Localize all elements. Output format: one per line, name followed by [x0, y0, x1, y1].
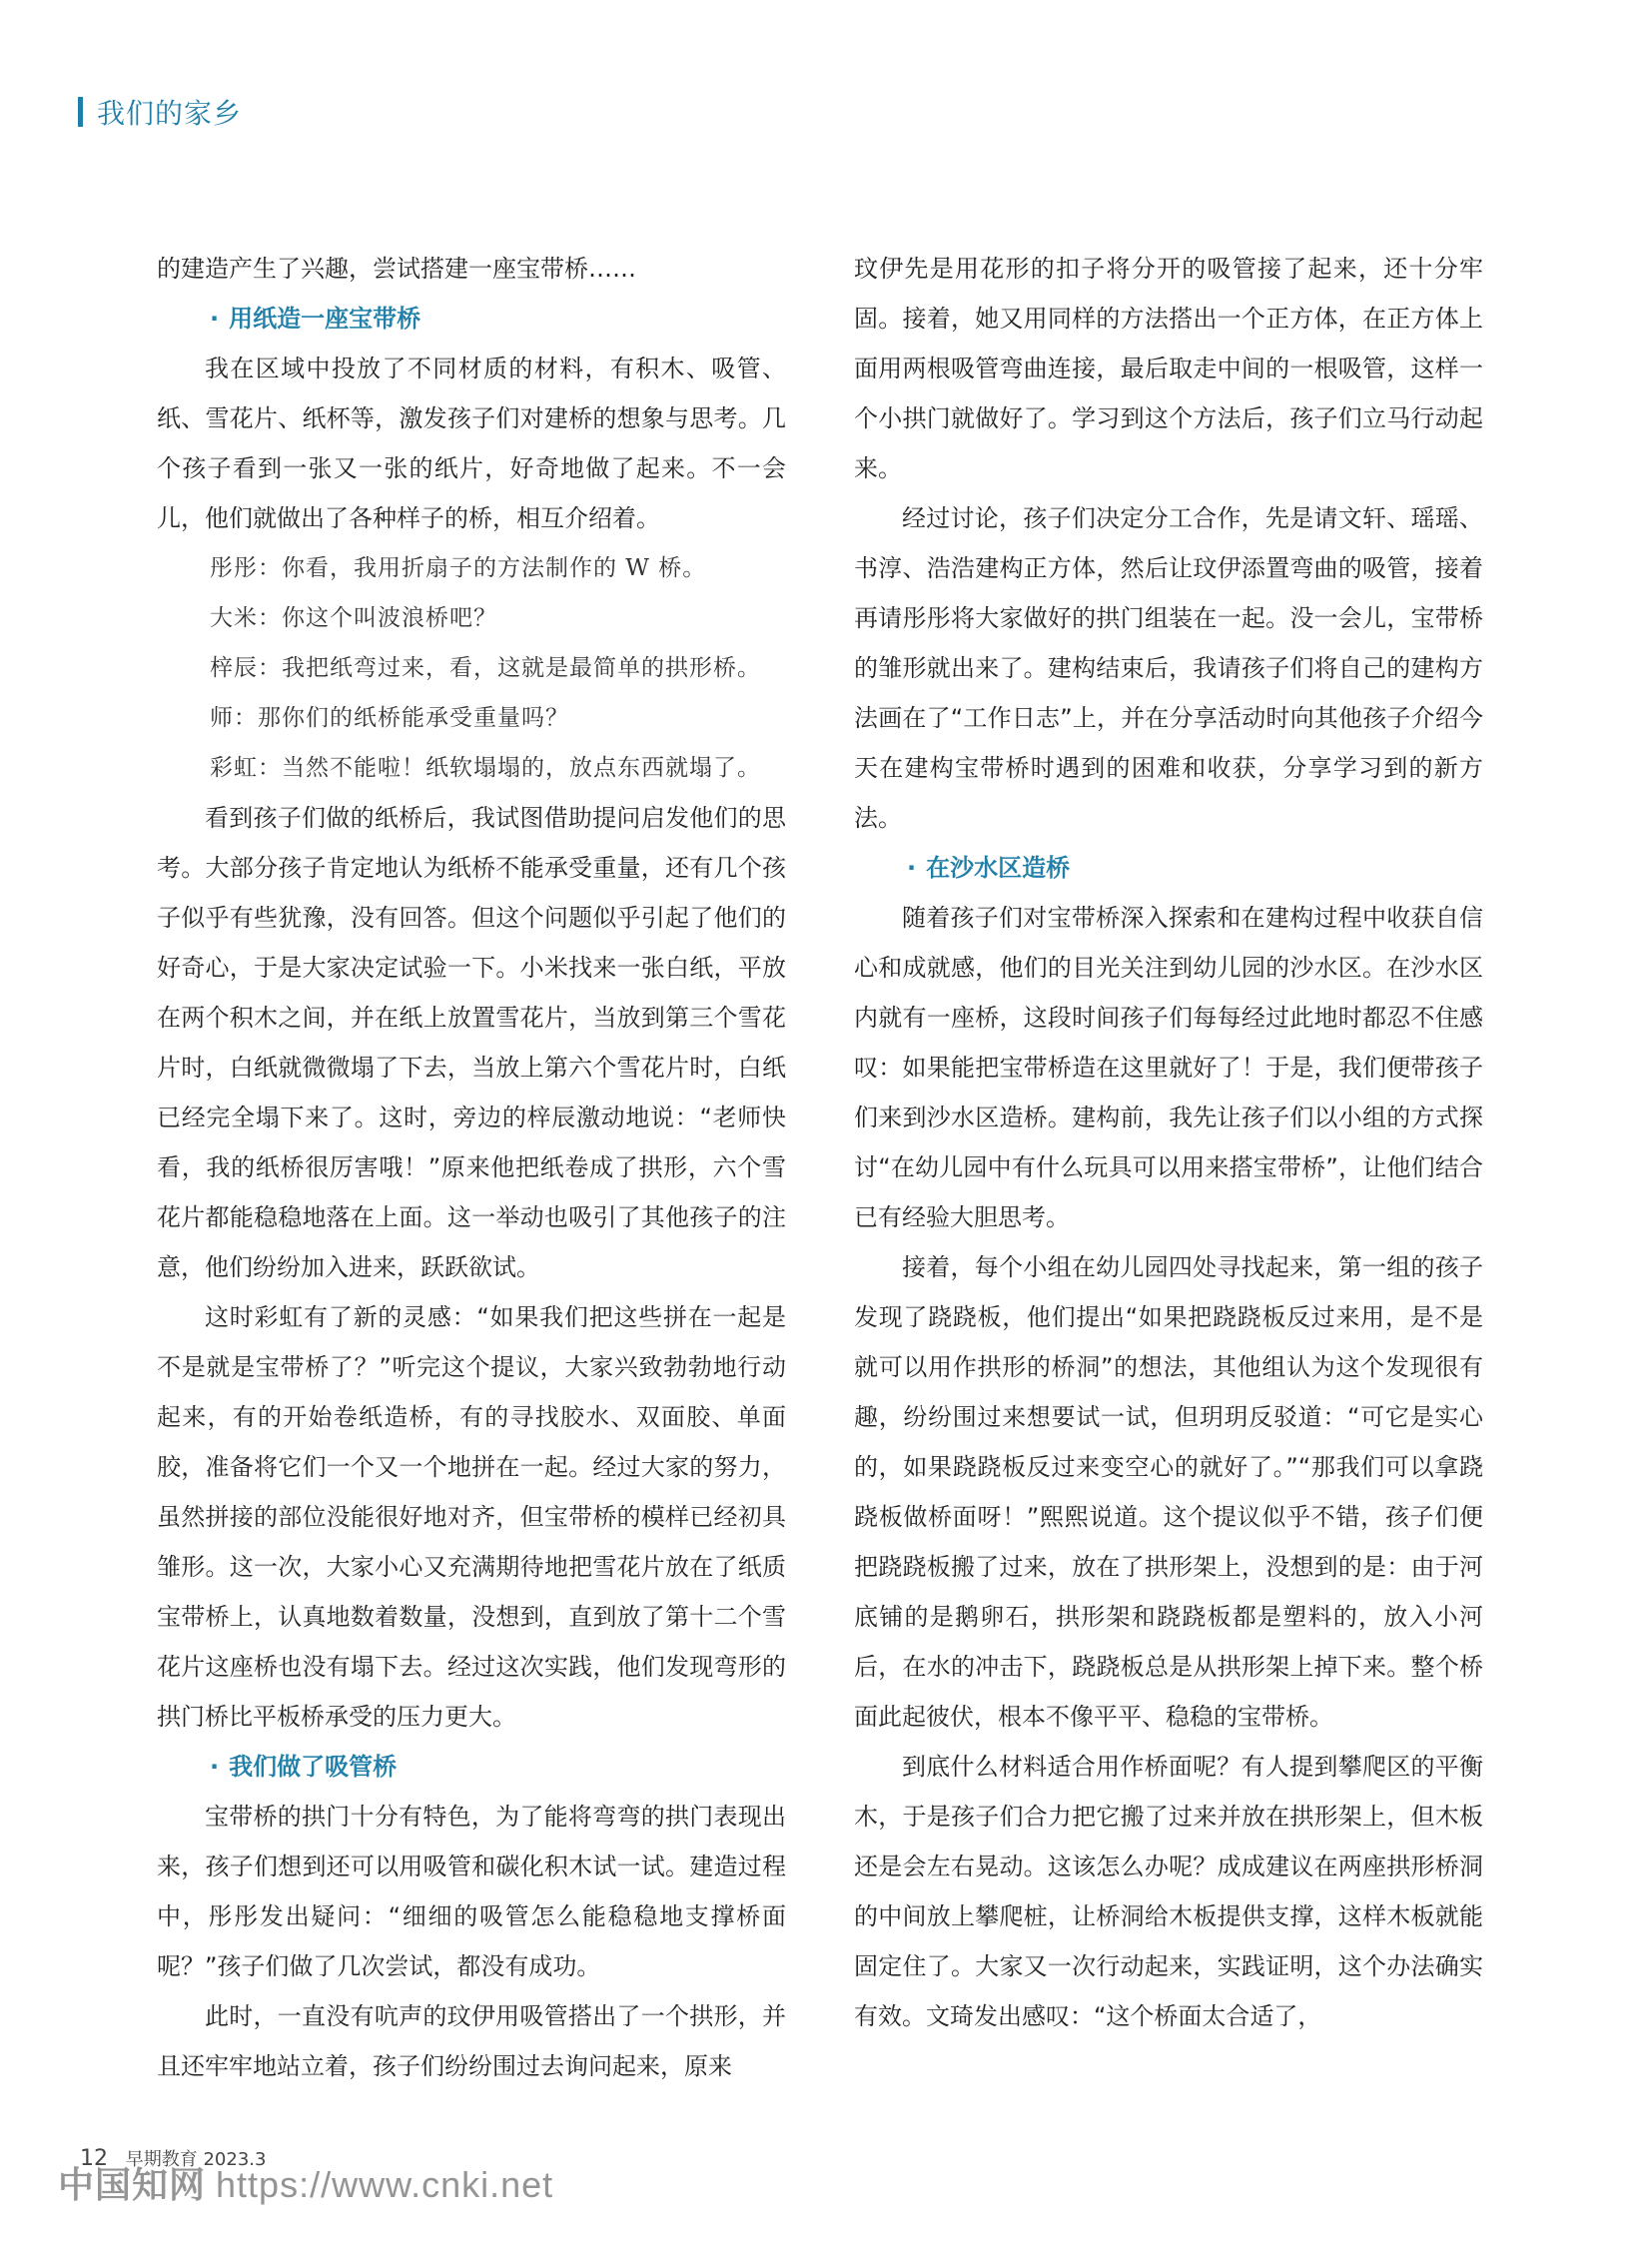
header-bar: [78, 97, 83, 127]
paragraph: 随着孩子们对宝带桥深入探索和在建构过程中收获自信心和成就感，他们的目光关注到幼儿园的沙水区。在沙水区内就有一座桥，这段时间孩子们每每经过此地时都忍不住感叹：如果能把宝带桥造在这里就好了！于是，我们便带孩子们来到沙水区造桥。建构前，我先让孩子们以小组的方式探讨“在幼儿园中有什么玩具可以用来搭宝带桥”，让他们结合已有经验大胆思考。: [854, 904, 1483, 1231]
journal-name: 早期教育: [125, 2149, 198, 2170]
left-column: [157, 244, 786, 2091]
paragraph: 玟伊先是用花形的扣子将分开的吸管接了起来，还十分牢固。接着，她又用同样的方法搭出一个正方体，在正方体上面用两根吸管弯曲连接，最后取走中间的一根吸管，这样一个小拱门就做好了。学习到这个方法后，孩子们立马行动起来。: [854, 255, 1483, 482]
section-heading-text: 用纸造一座宝带桥: [229, 305, 421, 333]
paragraph: 此时，一直没有吭声的玟伊用吸管搭出了一个拱形，并且还牢牢地站立着，孩子们纷纷围过去询问起来，原来: [157, 2002, 786, 2080]
paragraph: 的建造产生了兴趣，尝试搭建一座宝带桥……: [157, 255, 636, 283]
dialogue-line: 彩虹：当然不能啦！纸软塌塌的，放点东西就塌了。: [210, 755, 761, 781]
section-heading: [157, 1742, 786, 1792]
bullet-icon: ·: [907, 854, 917, 882]
watermark: [58, 2157, 553, 2208]
right-column: [854, 244, 1483, 2041]
paragraph: 经过讨论，孩子们决定分工合作，先是请文轩、瑶瑶、书淳、浩浩建构正方体，然后让玟伊添置弯曲的吸管，接着再请彤彤将大家做好的拱门组装在一起。没一会儿，宝带桥的雏形就出来了。建构结束后，我请孩子们将自己的建构方法画在了“工作日志”上，并在分享活动时向其他孩子介绍今天在建构宝带桥时遇到的困难和收获，分享学习到的新方法。: [854, 504, 1483, 832]
paragraph: 接着，每个小组在幼儿园四处寻找起来，第一组的孩子发现了跷跷板，他们提出“如果把跷跷板反过来用，是不是就可以用作拱形的桥洞”的想法，其他组认为这个发现很有趣，纷纷围过来想要试一试，但玥玥反驳道：“可它是实心的，如果跷跷板反过来变空心的就好了。”“那我们可以拿跷跷板做桥面呀！”熙熙说道。这个提议似乎不错，孩子们便把跷跷板搬了过来，放在了拱形架上，没想到的是：由于河底铺的是鹅卵石，拱形架和跷跷板都是塑料的，放入小河后，在水的冲击下，跷跷板总是从拱形架上掉下来。整个桥面此起彼伏，根本不像平平、稳稳的宝带桥。: [854, 1253, 1483, 1731]
bullet-icon: ·: [210, 1753, 220, 1781]
paragraph: 我在区域中投放了不同材质的材料，有积木、吸管、纸、雪花片、纸杯等，激发孩子们对建桥的想象与思考。几个孩子看到一张又一张的纸片，好奇地做了起来。不一会儿，他们就做出了各种样子的桥，相互介绍着。: [157, 355, 786, 532]
dialogue-line: 师：那你们的纸桥能承受重量吗？: [210, 705, 569, 731]
dialogue-line: 梓辰：我把纸弯过来，看，这就是最简单的拱形桥。: [210, 655, 761, 681]
bullet-icon: ·: [210, 305, 220, 333]
section-title: 我们的家乡: [97, 97, 243, 130]
paragraph: 这时彩虹有了新的灵感：“如果我们把这些拼在一起是不是就是宝带桥了？”听完这个提议，大家兴致勃勃地行动起来，有的开始卷纸造桥，有的寻找胶水、双面胶、单面胶，准备将它们一个又一个地拼在一起。经过大家的努力，虽然拼接的部位没能很好地对齐，但宝带桥的模样已经初具雏形。这一次，大家小心又充满期待地把雪花片放在了纸质宝带桥上，认真地数着数量，没想到，直到放了第十二个雪花片这座桥也没有塌下去。经过这次实践，他们发现弯形的拱门桥比平板桥承受的压力更大。: [157, 1303, 786, 1731]
dialogue-line: 彤彤：你看，我用折扇子的方法制作的 W 桥。: [210, 555, 707, 581]
dialogue-line: 大米：你这个叫波浪桥吧？: [210, 605, 497, 631]
paragraph: 到底什么材料适合用作桥面呢？有人提到攀爬区的平衡木，于是孩子们合力把它搬了过来并放在拱形架上，但木板还是会左右晃动。这该怎么办呢？成成建议在两座拱形桥洞的中间放上攀爬桩，让桥洞给木板提供支撑，这样木板就能固定住了。大家又一次行动起来，实践证明，这个办法确实有效。文琦发出感叹：“这个桥面太合适了，: [854, 1753, 1483, 2030]
page-number: 12: [80, 2146, 108, 2171]
journal-issue: 2023.3: [203, 2149, 267, 2170]
paragraph: 宝带桥的拱门十分有特色，为了能将弯弯的拱门表现出来，孩子们想到还可以用吸管和碳化积木试一试。建造过程中，彤彤发出疑问：“细细的吸管怎么能稳稳地支撑桥面呢？”孩子们做了几次尝试，都没有成功。: [157, 1803, 786, 1980]
section-heading-text: 我们做了吸管桥: [229, 1753, 398, 1781]
watermark-cn: 中国知网: [58, 2164, 207, 2205]
section-header: [78, 92, 242, 132]
section-heading: [157, 294, 786, 344]
paragraph: 看到孩子们做的纸桥后，我试图借助提问启发他们的思考。大部分孩子肯定地认为纸桥不能承受重量，还有几个孩子似乎有些犹豫，没有回答。但这个问题似乎引起了他们的好奇心，于是大家决定试验一下。小米找来一张白纸，平放在两个积木之间，并在纸上放置雪花片，当放到第三个雪花片时，白纸就微微塌了下去，当放上第六个雪花片时，白纸已经完全塌下来了。这时，旁边的梓辰激动地说：“老师快看，我的纸桥很厉害哦！”原来他把纸卷成了拱形，六个雪花片都能稳稳地落在上面。这一举动也吸引了其他孩子的注意，他们纷纷加入进来，跃跃欲试。: [157, 804, 786, 1281]
section-heading: [854, 843, 1483, 893]
section-heading-text: 在沙水区造桥: [926, 854, 1071, 882]
watermark-url: https://www.cnki.net: [216, 2164, 554, 2205]
